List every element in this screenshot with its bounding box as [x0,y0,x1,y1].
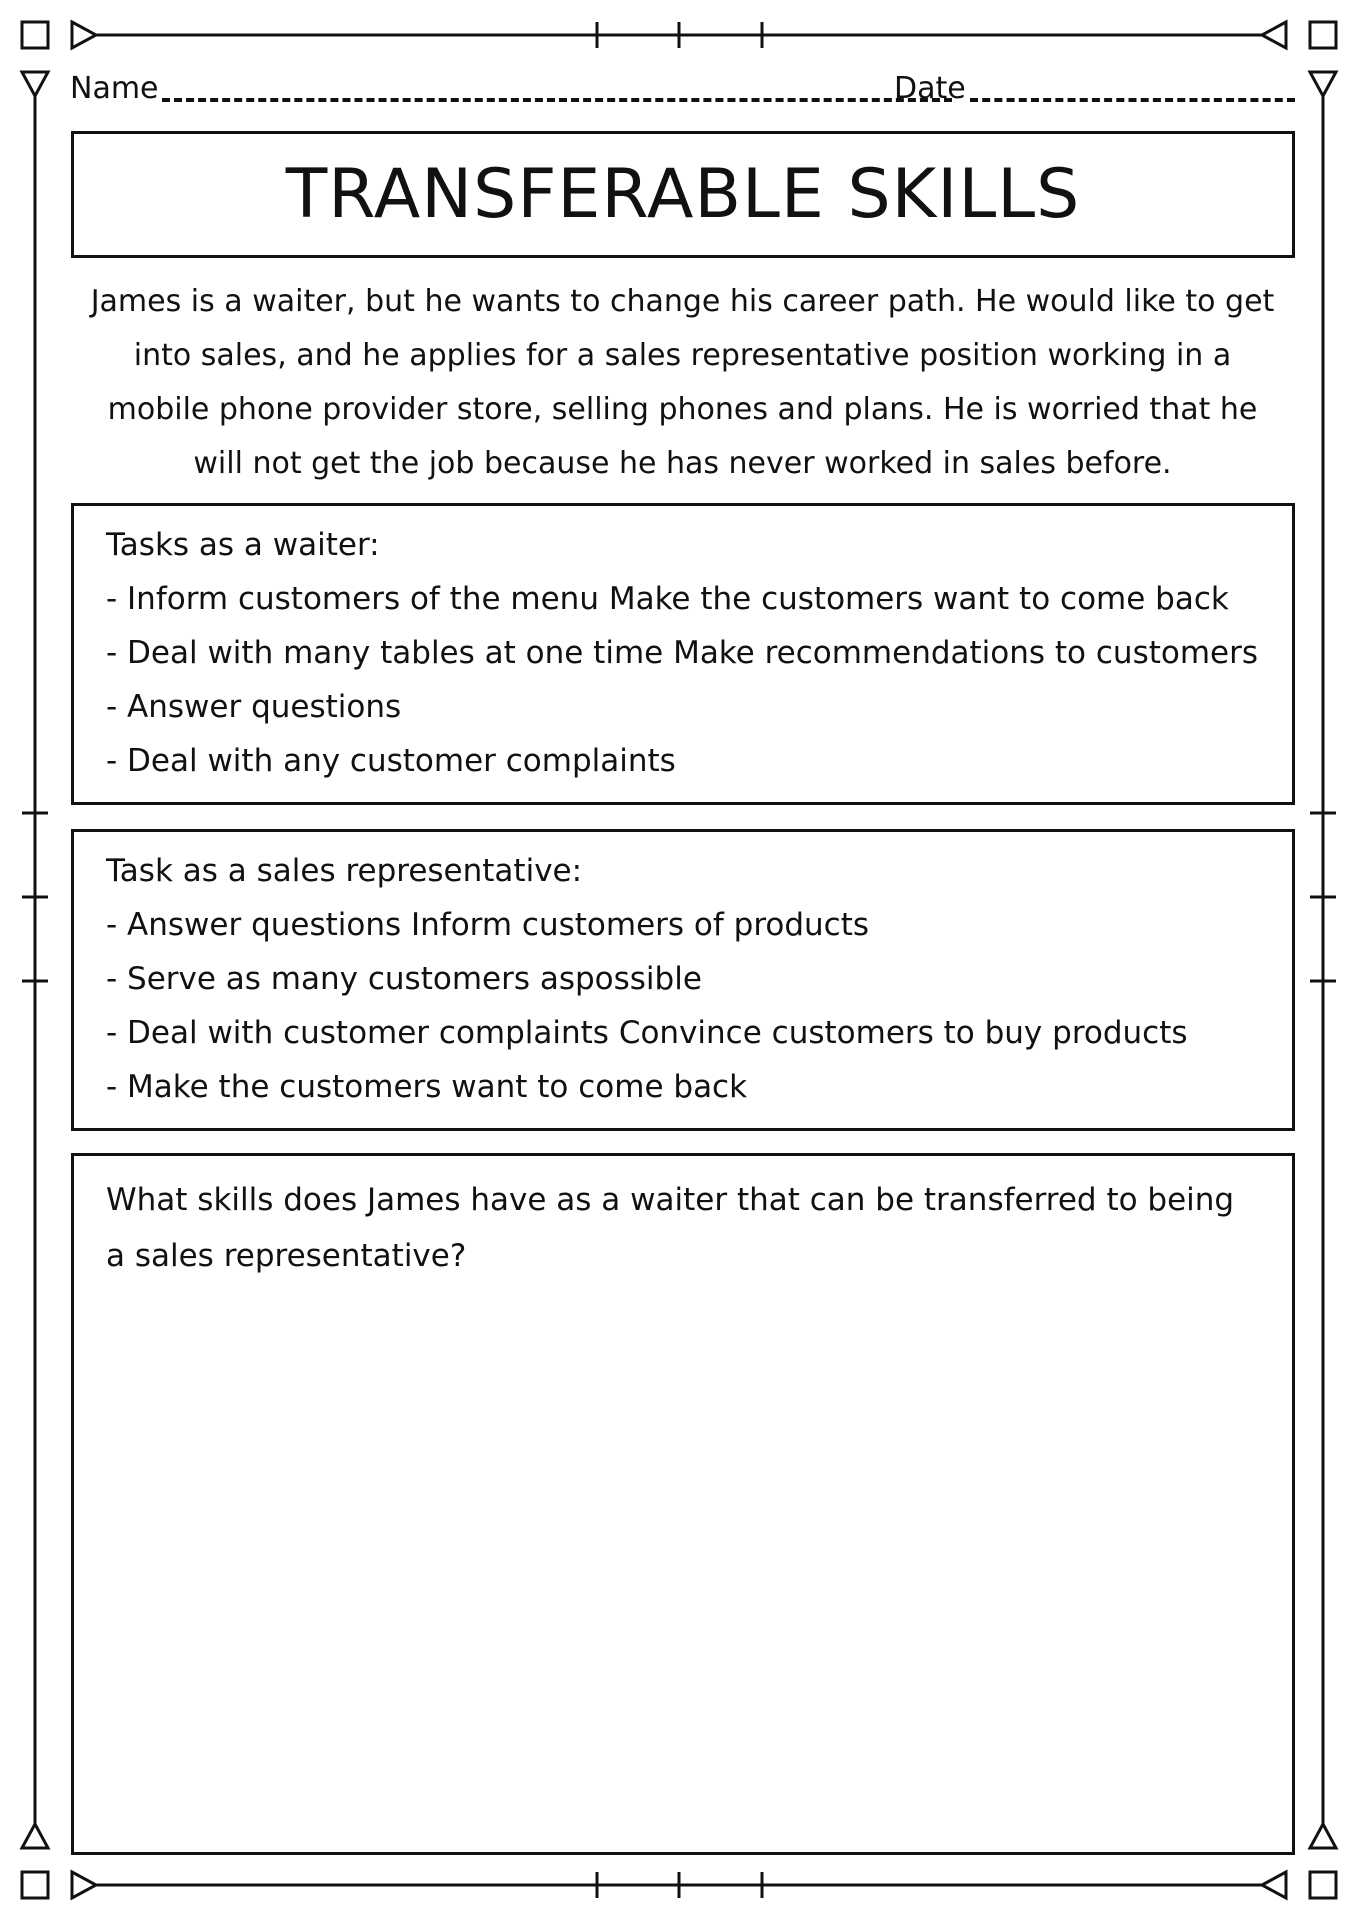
name-date-row [70,64,1295,114]
name-field[interactable] [162,98,952,102]
list-item: - Answer questions [106,689,402,725]
arrow-left-icon [1262,1872,1286,1898]
corner-square-icon [1310,22,1336,48]
arrow-up-icon [1310,1824,1336,1848]
date-label: Date [894,71,966,106]
arrow-down-icon [22,72,48,96]
arrow-left-icon [1262,22,1286,48]
list-item: - Answer questions Inform customers of products [106,907,870,943]
sales-tasks-box [71,829,1295,1131]
arrow-down-icon [1310,72,1336,96]
intro-paragraph: James is a waiter, but he wants to change his career path. He would like to get into sales, and he applies for a sales representative position working in a mobile phone provider store, selling phones and plans. He is worried that he will not get the job because he has never worked in sales before. [90,284,1275,481]
date-field[interactable] [970,98,1295,102]
list-item: - Deal with any customer complaints [106,743,676,779]
waiter-tasks-heading: Tasks as a waiter: [106,527,380,563]
waiter-tasks-box [71,503,1295,805]
corner-square-icon [22,1872,48,1898]
list-item: - Serve as many customers aspossible [106,961,702,997]
question-answer-box[interactable] [71,1153,1295,1855]
name-label: Name [70,71,159,106]
question-text: What skills does James have as a waiter that can be transferred to being a sales representative? [106,1182,1235,1274]
arrow-right-icon [72,22,96,48]
arrow-right-icon [72,1872,96,1898]
list-item: - Inform customers of the menu Make the customers want to come back [106,581,1229,617]
corner-square-icon [22,22,48,48]
list-item: - Deal with many tables at one time Make recommendations to customers [106,635,1259,671]
list-item: - Deal with customer complaints Convince customers to buy products [106,1015,1188,1051]
sales-tasks-heading: Task as a sales representative: [106,853,583,889]
corner-square-icon [1310,1872,1336,1898]
arrow-up-icon [22,1824,48,1848]
page-title: TRANSFERABLE SKILLS [285,155,1081,234]
title-box [71,131,1295,258]
list-item: - Make the customers want to come back [106,1069,748,1105]
